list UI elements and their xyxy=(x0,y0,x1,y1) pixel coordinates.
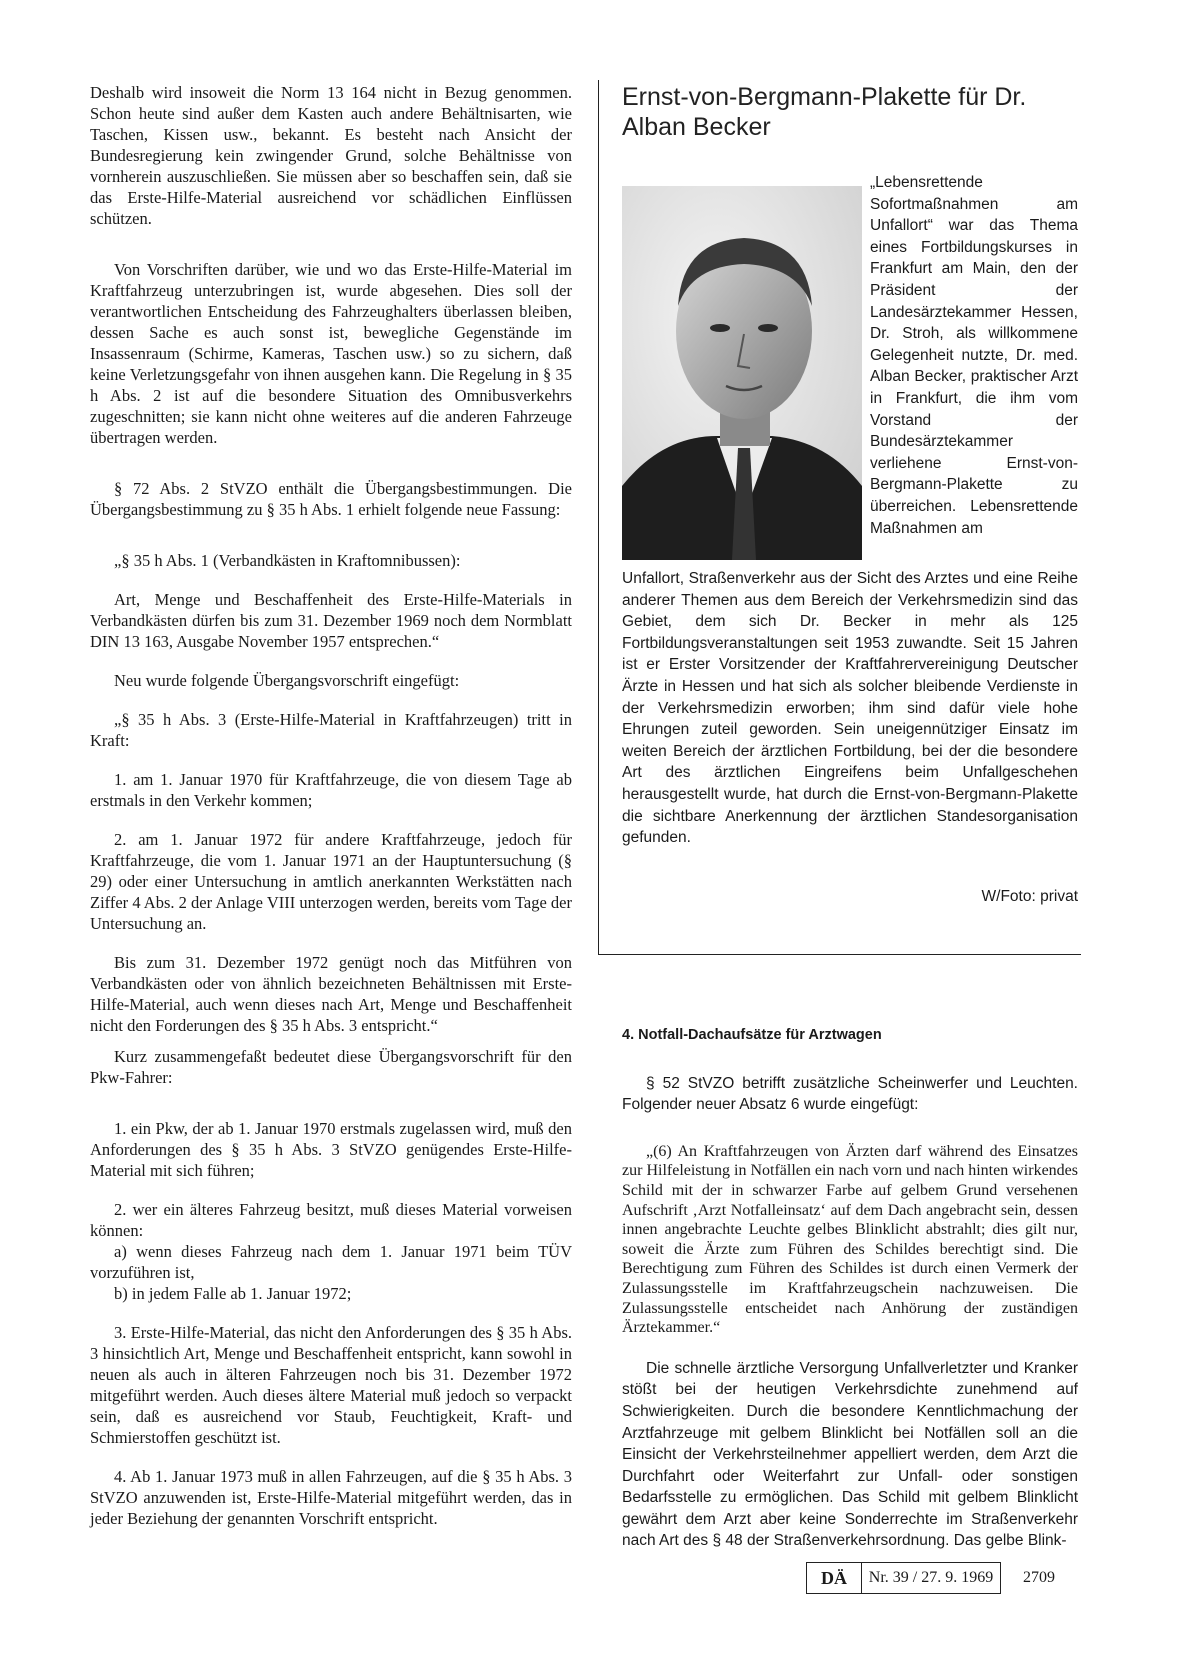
quote-item: 1. am 1. Januar 1970 für Kraftfahrzeuge, die von diesem Tage ab erstmals in den Verkehr kommen; xyxy=(90,770,572,810)
quote-item: 2. am 1. Januar 1972 für andere Kraftfahrzeuge, jedoch für Kraftfahrzeuge, die vom 1. Januar 1971 an der Hauptuntersuchung (§ 29) oder einer Untersuchung in amtlich anerkannten Werkstätten nach Ziffer 4 Abs. 2 der Anlage VIII unterzogen werden, bereits vom Tage der Untersuchung an. xyxy=(90,830,572,933)
quote-paragraph: Bis zum 31. Dezember 1972 genügt noch das Mitführen von Verbandkästen oder von ähnlich bezeichneten Behältnissen mit Erste-Hilfe-Material, auch wenn dieses nach Art, Menge und Beschaffenheit nicht den Forderungen des § 35 h Abs. 3 entspricht.“ xyxy=(90,953,572,1035)
list-item: 1. ein Pkw, der ab 1. Januar 1970 erstmals zugelassen wird, muß den Anforderungen des § 35 h Abs. 3 StVZO genügendes Erste-Hilfe-Material mit sich führen; xyxy=(90,1119,572,1180)
list-item: 4. Ab 1. Januar 1973 muß in allen Fahrzeugen, auf die § 35 h Abs. 3 StVZO anzuwenden ist, Erste-Hilfe-Material mitgeführt werden, das in jeder Beziehung der genannten Vorschrift entspricht. xyxy=(90,1467,572,1528)
paragraph: Neu wurde folgende Übergangsvorschrift eingefügt: xyxy=(114,671,460,690)
paragraph: Deshalb wird insoweit die Norm 13 164 nicht in Bezug genommen. Schon heute sind außer dem Kasten auch andere Behältnisarten, wie Taschen, Kissen usw., bekannt. Es besteht nach Ansicht der Bundesregierung kein zwingender Grund, solche Behältnisse von vornherein auszuschließen. Sie müssen aber so beschaffen sein, daß sie das Erste-Hilfe-Material ausreichend vor schädlichen Einflüssen schützen. xyxy=(90,83,572,228)
journal-logo: DÄ xyxy=(806,1562,862,1594)
article-text-narrow: „Lebensrettende Sofortmaßnahmen am Unfallort“ war das Thema eines Fortbildungskurses in Frankfurt am Main, den der Präsident der Landesärztekammer Hessen, Dr. Stroh, als willkommene Gelegenheit nutzte, Dr. med. Alban Becker, praktischer Arzt in Frankfurt, die ihm vom Vorstand der Bundesärztekammer verliehene Ernst-von-Bergmann-Plakette zu überreichen. Lebensrettende Maßnahmen am xyxy=(870,174,1078,537)
quote-paragraph: Art, Menge und Beschaffenheit des Erste-Hilfe-Materials in Verbandkästen dürfen bis zum 31. Dezember 1969 noch dem Normblatt DIN 13 163, Ausgabe November 1957 entsprechen.“ xyxy=(90,590,572,651)
paragraph: Kurz zusammengefaßt bedeutet diese Übergangsvorschrift für den Pkw-Fahrer: xyxy=(90,1047,572,1087)
page-footer xyxy=(806,1562,1055,1594)
photo-credit: W/Foto: privat xyxy=(981,888,1078,905)
left-column xyxy=(90,82,572,1529)
quote-heading: „§ 35 h Abs. 3 (Erste-Hilfe-Material in Kraftfahrzeugen) tritt in Kraft: xyxy=(90,710,572,750)
list-item: 2. wer ein älteres Fahrzeug besitzt, muß dieses Material vorweisen können: xyxy=(90,1200,572,1240)
section-heading: 4. Notfall-Dachaufsätze für Arztwagen xyxy=(622,1027,882,1043)
issue-number: Nr. 39 / 27. 9. 1969 xyxy=(862,1562,1001,1594)
paragraph: § 72 Abs. 2 StVZO enthält die Übergangsbestimmungen. Die Übergangsbestimmung zu § 35 h Abs. 1 erhielt folgende neue Fassung: xyxy=(90,479,572,519)
article-text-wide: Unfallort, Straßenverkehr aus der Sicht des Arztes und eine Reihe anderer Themen aus dem Bereich der Verkehrsmedizin sind das Gebiet, dem sich Dr. Becker in mehr als 125 Fortbildungsveranstaltungen seit 1953 zuwandte. Seit 15 Jahren ist er Erster Vorsitzender der Kraftfahrervereinigung Deutscher Ärzte in Hessen und hat sich als solcher bleibende Verdienste in der Verkehrsmedizin erworben; ihm sind dafür viele hohe Ehrungen zuteil geworden. Sein uneigennütziger Einsatz im weiten Bereich der ärztlichen Fortbildung, bei der die besondere Art des ärztlichen Eingreifens beim Unfallgeschehen herausgestellt wurde, hat durch die Ernst-von-Bergmann-Plakette die sichtbare Anerkennung der ärztlichen Standesorganisation gefunden. xyxy=(622,570,1078,847)
list-item: a) wenn dieses Fahrzeug nach dem 1. Januar 1971 beim TÜV vorzuführen ist, xyxy=(90,1242,572,1282)
article-title: Ernst-von-Bergmann-Plakette für Dr. Alban Becker xyxy=(622,83,1027,141)
right-column xyxy=(622,1025,1078,1552)
quote-heading: „§ 35 h Abs. 1 (Verbandkästen in Kraftomnibussen): xyxy=(114,551,461,570)
paragraph: § 52 StVZO betrifft zusätzliche Scheinwerfer und Leuchten. Folgender neuer Absatz 6 wurde eingefügt: xyxy=(622,1074,1078,1114)
page-number: 2709 xyxy=(1023,1569,1055,1586)
paragraph: Die schnelle ärztliche Versorgung Unfallverletzter und Kranker stößt bei der heutigen Verkehrsdichte zunehmend auf Schwierigkeiten. Durch die besondere Kenntlichmachung der Arztfahrzeuge mit gelbem Blinklicht bei Notfällen soll an die Einsicht der Verkehrsteilnehmer appelliert werden, dem Arzt die Durchfahrt oder Weiterfahrt zur Unfall- oder sonstigen Bedarfsstelle zu ermöglichen. Das Schild mit gelbem Blinklicht gewährt dem Arzt aber keine Sonderrechte im Straßenverkehr nach Art des § 48 der Straßenverkehrsordnung. Das gelbe Blink- xyxy=(622,1359,1078,1550)
portrait-photo xyxy=(622,186,862,560)
paragraph: Von Vorschriften darüber, wie und wo das Erste-Hilfe-Material im Kraftfahrzeug unterzubringen ist, wurde abgesehen. Dies soll der verantwortlichen Entscheidung des Fahrzeughalters überlassen bleiben, dessen Sache es auch sonst ist, bewegliche Gegenstände im Insassenraum (Schirme, Kameras, Taschen usw.) so zu sichern, daß keine Verletzungsgefahr von ihnen ausgehen kann. Die Regelung in § 35 h Abs. 2 ist auf die besondere Situation des Omnibusverkehrs zugeschnitten; sie kann nicht ohne weiteres auf die anderen Fahrzeuge übertragen werden. xyxy=(90,260,572,447)
quote-paragraph: „(6) An Kraftfahrzeugen von Ärzten darf während des Einsatzes zur Hilfeleistung in Notfällen ein nach vorn und nach hinten wirkendes Schild mit der in schwarzer Farbe auf gelbem Grund versehenen Aufschrift ‚Arzt Notfalleinsatz‘ auf dem Dach angebracht sein, dessen innen angebrachte Leuchte gelbes Blinklicht abstrahlt; dies gilt nur, soweit die Ärzte zum Führen des Schildes berechtigt sind. Die Berechtigung zum Führen des Schildes ist durch einen Vermerk der Zulassungsstelle im Kraftfahrzeugschein nachzuweisen. Die Zulassungsstelle entscheidet nach Anhörung der zuständigen Ärztekammer.“ xyxy=(622,1142,1078,1337)
list-item: b) in jedem Falle ab 1. Januar 1972; xyxy=(114,1284,352,1303)
list-item: 3. Erste-Hilfe-Material, das nicht den Anforderungen des § 35 h Abs. 3 hinsichtlich Art, Menge und Beschaffenheit entspricht, kann sowohl in neuen als auch in älteren Fahrzeugen noch bis 31. Dezember 1972 mitgeführt werden. Auch dieses ältere Material muß jedoch so verpackt sein, daß es ausreichend vor Staub, Feuchtigkeit, Kraft- und Schmierstoffen geschützt ist. xyxy=(90,1323,572,1447)
